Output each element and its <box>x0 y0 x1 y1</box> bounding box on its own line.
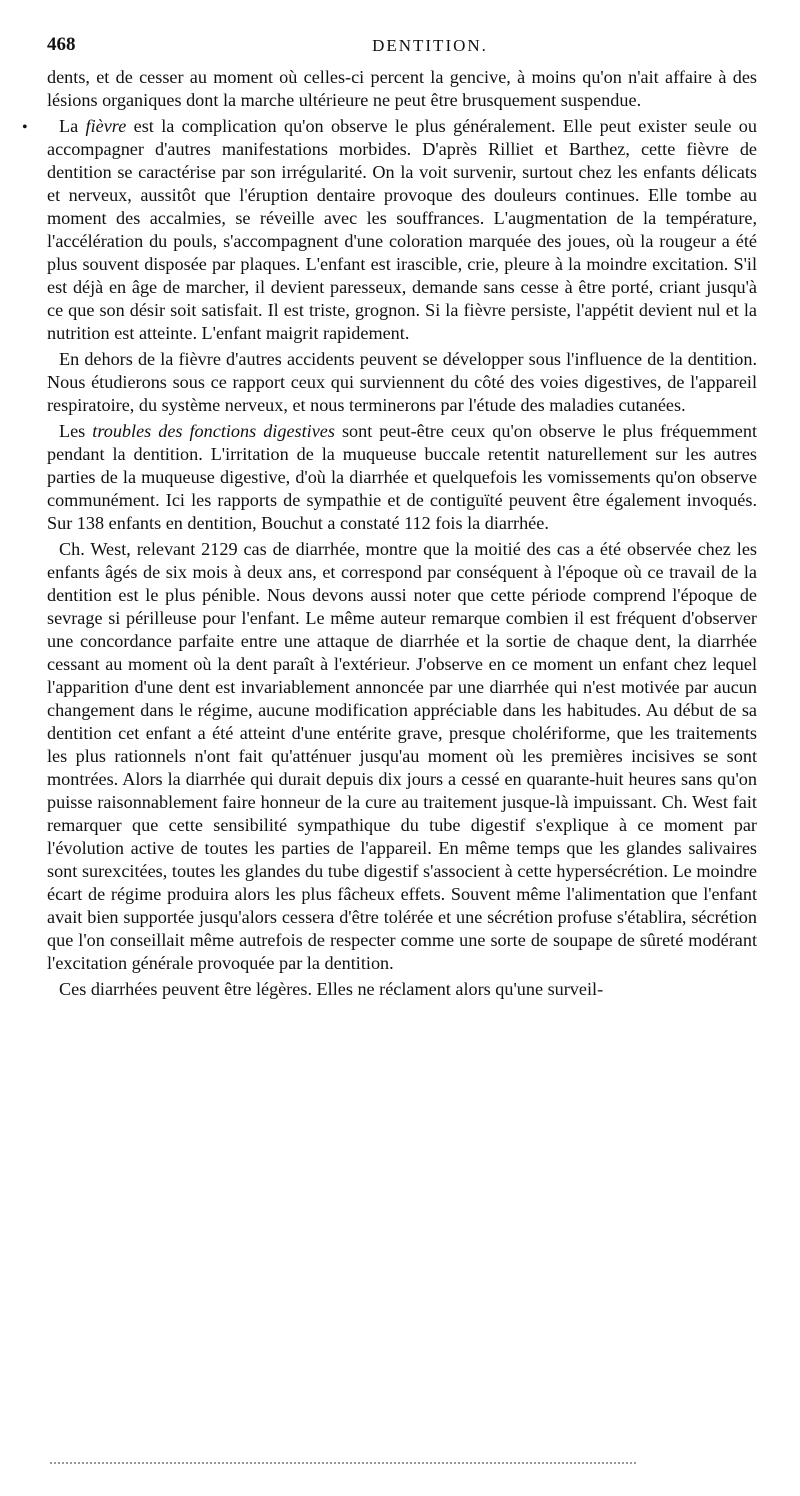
paragraph <box>47 978 757 1001</box>
paragraph <box>47 538 757 975</box>
margin-mark: • <box>22 119 28 136</box>
text-run: Ch. West, relevant 2129 cas de diarrhée, montre que la moitié des cas a été observée chez les enfants âgés de six mois à deux ans, et correspond par conséquent à l'époque où ce travail de la dentition est le plus pénible. Nous devons aussi noter que cette période comprend l'époque de sevrage si périlleuse pour l'enfant. Le même auteur remarque combien il est fréquent d'observer une concordance parfaite entre une attaque de diarrhée et la sortie de chaque dent, la diarrhée cessant au moment où la dent paraît à l'extérieur. J'observe en ce moment un enfant chez lequel l'apparition d'une dent est invariablement annoncée par une diarrhée qui n'est motivée par aucun changement dans le régime, aucune modification appréciable dans les habitudes. Au début de sa dentition cet enfant a été atteint d'une entérite grave, presque cholériforme, que les traitements les plus rationnels n'ont fait qu'atténuer jusqu'au moment où les premières incisives se sont montrées. Alors la diarrhée qui durait depuis dix jours a cessé en quarante-huit heures sans qu'on puisse raisonnablement faire honneur de la cure au traitement jusque-là impuissant. Ch. West fait remarquer que cette sensibilité sympathique du tube digestif s'explique à ce moment par l'évolution active de toutes les parties de l'appareil. En même temps que les glandes salivaires sont surexcitées, toutes les glandes du tube digestif s'associent à cette hypersécrétion. Le moindre écart de régime produira alors les plus fâcheux effets. Souvent même l'alimentation que l'enfant avait bien supportée jusqu'alors cessera d'être tolérée et une sécrétion profuse s'établira, sécrétion que l'on conseillait même autrefois de respecter comme une sorte de soupape de sûreté modérant l'excitation générale provoquée par la dentition. <box>47 539 757 973</box>
italic-term: fièvre <box>85 116 127 136</box>
text-run: Les <box>59 421 93 441</box>
text-run: Ces diarrhées peuvent être légères. Elles ne réclament alors qu'une surveil- <box>59 979 604 999</box>
text-run: En dehors de la fièvre d'autres accidents peuvent se développer sous l'influence de la dentition. Nous étudierons sous ce rapport ceux qui surviennent du côté des voies digestives, de l'appareil respiratoire, du système nerveux, et nous terminerons par l'étude des maladies cutanées. <box>47 349 757 415</box>
bottom-rule <box>50 1462 636 1464</box>
text-run: est la complication qu'on observe le plus généralement. Elle peut exister seule ou accompagner d'autres manifestations morbides. D'après Rilliet et Barthez, cette fièvre de dentition se caractérise par son irrégularité. On la voit survenir, surtout chez les enfants délicats et nerveux, aussitôt que l'éruption dentaire provoque des douleurs continues. Elle tombe au moment des accalmies, se réveille avec les souffrances. L'augmentation de la température, l'accélération du pouls, s'accompagnent d'une coloration marquée des joues, où la rougeur a été plus souvent disposée par plaques. L'enfant est irascible, crie, pleure à la moindre excitation. S'il est déjà en âge de marcher, il devient paresseux, demande sans cesse à être porté, criant jusqu'à ce que son désir soit satisfait. Il est triste, grognon. Si la fièvre persiste, l'appétit devient nul et la nutrition est atteinte. L'enfant maigrit rapidement. <box>47 116 757 343</box>
running-title: DENTITION. <box>372 36 488 55</box>
body-text <box>47 66 757 1001</box>
paragraph <box>47 66 757 112</box>
page-number: 468 <box>47 34 76 55</box>
text-run: dents, et de cesser au moment où celles-ci percent la gencive, à moins qu'on n'ait affaire à des lésions organiques dont la marche ultérieure ne peut être brusquement suspendue. <box>47 67 757 110</box>
paragraph <box>47 115 757 345</box>
italic-term: troubles des fonctions digestives <box>92 421 335 441</box>
paragraph <box>47 420 757 535</box>
text-run: La <box>59 116 86 136</box>
page-header <box>47 34 753 58</box>
paragraph <box>47 348 757 417</box>
text-run: sont peut-être ceux qu'on observe le plus fréquemment pendant la dentition. L'irritation de la muqueuse buccale retentit naturellement sur les autres parties de la muqueuse digestive, d'où la diarrhée et quelquefois les vomissements qu'on observe communément. Ici les rapports de sympathie et de contiguïté peuvent être également invoqués. Sur 138 enfants en dentition, Bouchut a constaté 112 fois la diarrhée. <box>47 421 757 533</box>
